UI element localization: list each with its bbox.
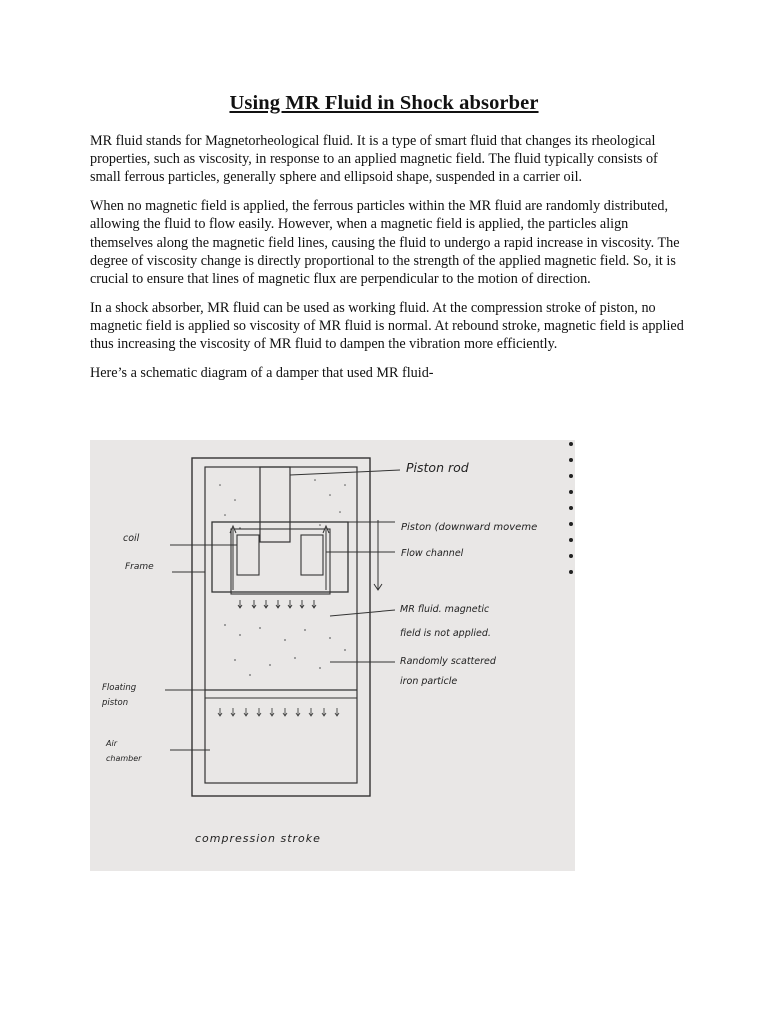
- damper-schematic-drawing: [90, 440, 575, 871]
- label-flow-channel: Flow channel: [401, 548, 464, 559]
- damper-housing: [192, 458, 370, 796]
- document-title: Using MR Fluid in Shock absorber: [229, 92, 539, 114]
- label-air-chamber-line2: chamber: [106, 754, 142, 763]
- label-particles-line1: Randomly scattered: [400, 656, 496, 667]
- mr-fluid-particles: [224, 624, 346, 676]
- label-floating-piston-line1: Floating: [102, 683, 137, 693]
- right-coil: [301, 535, 323, 575]
- piston-core: [231, 529, 330, 594]
- damper-inner-wall: [205, 467, 357, 783]
- label-piston-rod: Piston rod: [406, 460, 469, 475]
- paragraph-diagram-intro: Here’s a schematic diagram of a damper that used MR fluid-: [90, 364, 434, 381]
- paragraph-magnetic-field-effect: When no magnetic field is applied, the ferrous particles within the MR fluid are randomly distributed, allowing the fluid to flow easily. However, when a magnetic field is applied, the particles align themselves along the magnetic field lines, causing the fluid to undergo a rapid increase in viscosity. The degree of viscosity change is directly proportional to the strength of the applied magnetic field. So, it is crucial to ensure that lines of magnetic flux are perpendicular to the motion of direction.: [90, 198, 680, 287]
- piston-rod-shape: [260, 467, 290, 542]
- downward-movement-arrow: [374, 520, 382, 590]
- downward-flow-arrows: [238, 600, 316, 608]
- label-mr-fluid-line1: MR fluid. magnetic: [400, 604, 490, 615]
- damper-schematic-photo: [90, 440, 575, 871]
- document-body: [90, 132, 690, 392]
- piston-head-shape: [212, 522, 348, 592]
- flow-channel-arrows: [230, 526, 329, 590]
- air-chamber-arrows: [218, 708, 339, 716]
- label-frame: Frame: [125, 562, 154, 572]
- label-air-chamber-line1: Air: [106, 739, 117, 748]
- paragraph-shock-absorber-use: In a shock absorber, MR fluid can be used as working fluid. At the compression stroke of piston, no magnetic field is applied so viscosity of MR fluid is normal. At rebound stroke, magnetic field is applied thus increasing the viscosity of MR fluid to dampen the vibration more efficiently.: [90, 299, 684, 353]
- label-floating-piston-line2: piston: [102, 698, 129, 708]
- label-particles-line2: iron particle: [400, 676, 458, 687]
- label-coil: coil: [123, 533, 140, 544]
- label-mr-fluid-line2: field is not applied.: [400, 628, 491, 639]
- paragraph-mr-fluid-definition: MR fluid stands for Magnetorheological fluid. It is a type of smart fluid that changes its rheological properties, such as viscosity, in response to an applied magnetic field. The fluid typically consists of small ferrous particles, generally sphere and ellipsoid shape, suspended in a carrier oil.: [90, 133, 658, 186]
- left-coil: [237, 535, 259, 575]
- caption-compression-stroke: compression stroke: [195, 832, 321, 845]
- leader-lines: [165, 470, 400, 750]
- notebook-binding-marks: [569, 442, 573, 574]
- label-piston: Piston (downward moveme: [401, 522, 538, 533]
